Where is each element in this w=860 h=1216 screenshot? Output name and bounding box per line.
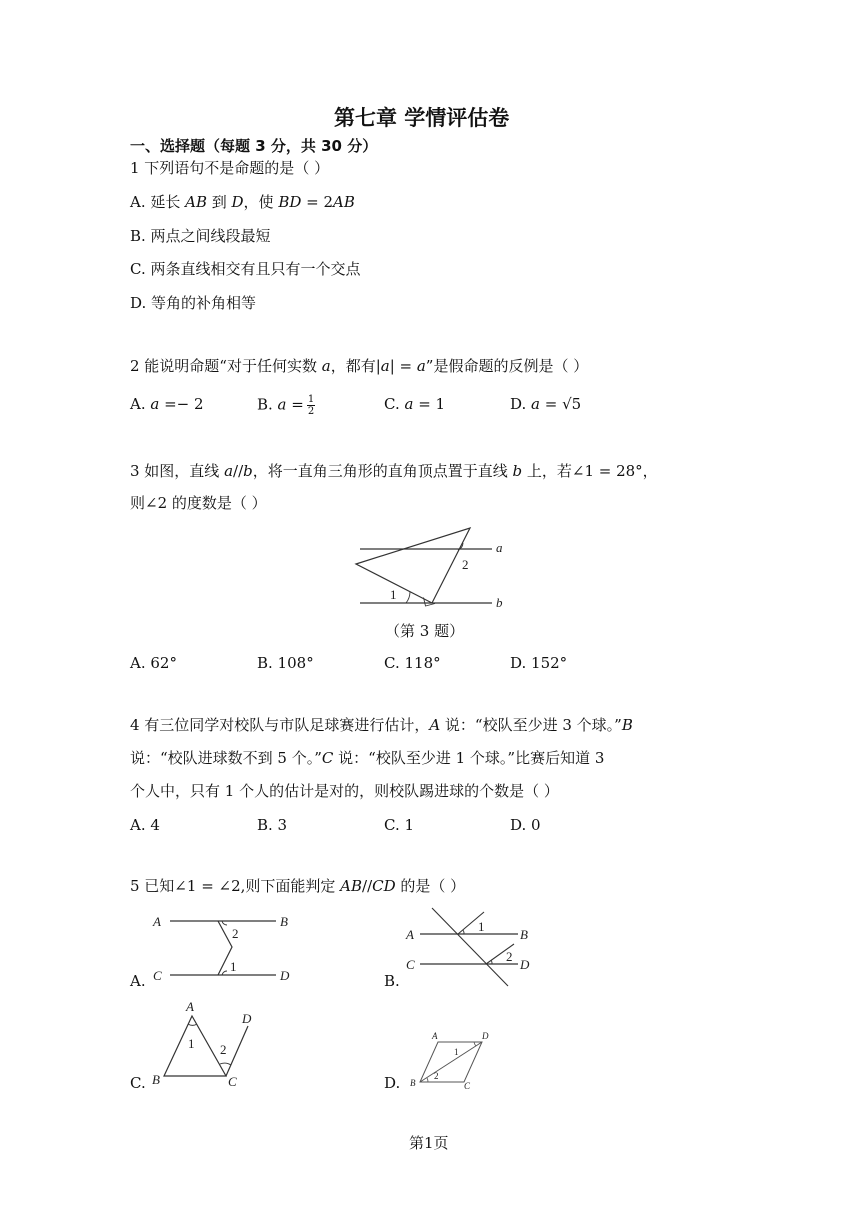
q3-option-c: C. 118° — [384, 654, 441, 672]
q4-option-a: A. 4 — [130, 816, 160, 834]
q4-option-b: B. 3 — [257, 816, 288, 834]
q3-figure — [340, 520, 520, 612]
label-1: 1 — [478, 919, 485, 934]
q2-option-d: D. 𝑎 = √5 — [510, 395, 582, 413]
q5-figure-a — [148, 908, 308, 988]
q3-stem-line2: 则∠2 的度数是（ ） — [130, 494, 267, 512]
label-B: B — [410, 1078, 416, 1088]
q5-figure-c — [148, 996, 268, 1090]
label-a: a — [496, 540, 503, 555]
label-C: C — [464, 1081, 471, 1091]
label-angle-2: 2 — [462, 557, 469, 572]
q3-option-d: D. 152° — [510, 654, 568, 672]
label-C: C — [406, 957, 415, 972]
q4-option-d: D. 0 — [510, 816, 541, 834]
q2-option-a: A. 𝑎 =− 2 — [130, 395, 204, 413]
q5-figure-d — [404, 1028, 504, 1090]
page-title: 第七章 学情评估卷 — [334, 106, 510, 130]
q3-option-a: A. 62° — [130, 654, 177, 672]
q4-stem-line1: 4 有三位同学对校队与市队足球赛进行估计，𝐴 说：“校队至少进 3 个球。”𝐵 — [130, 716, 633, 734]
right-triangle — [356, 528, 470, 603]
q1-option-a: A. 延长 𝐴𝐵 到 𝐷，使 𝐵𝐷 = 2𝐴𝐵 — [130, 193, 355, 211]
label-D: D — [520, 957, 530, 972]
label-A: A — [153, 914, 161, 929]
label-1: 1 — [454, 1047, 459, 1057]
angle-2-arc — [220, 1063, 231, 1065]
label-angle-1: 1 — [390, 587, 397, 602]
q5-option-b: B. — [384, 972, 400, 990]
label-1: 1 — [188, 1036, 195, 1051]
label-A: A — [186, 999, 194, 1014]
section-heading: 一、选择题（每题 3 分，共 30 分） — [130, 137, 378, 155]
q4-stem-line3: 个人中，只有 1 个人的估计是对的，则校队踢进球的个数是（ ） — [130, 782, 559, 800]
angle-1-arc — [474, 1042, 476, 1046]
q5-option-d: D. — [384, 1074, 401, 1092]
angle-1-arc — [406, 592, 410, 603]
q1-option-b: B. 两点之间线段最短 — [130, 227, 271, 245]
angle-1-arc — [222, 971, 227, 975]
label-b: b — [496, 595, 503, 610]
q1-stem: 1 下列语句不是命题的是（ ） — [130, 159, 330, 177]
label-C: C — [228, 1074, 237, 1089]
q5-option-c: C. — [130, 1074, 146, 1092]
angle-2-arc — [222, 921, 227, 925]
label-2: 2 — [220, 1042, 227, 1057]
q4-stem-line2: 说：“校队进球数不到 5 个。”𝐶 说：“校队至少进 1 个球。”比赛后知道 3 — [130, 749, 605, 767]
q4-option-c: C. 1 — [384, 816, 415, 834]
q5-figure-b — [402, 904, 552, 990]
ray-cd — [226, 1026, 248, 1076]
label-B: B — [280, 914, 288, 929]
q2-stem: 2 能说明命题“对于任何实数 𝑎，都有|𝑎| = 𝑎”是假命题的反例是（ ） — [130, 357, 589, 375]
q1-option-d: D. 等角的补角相等 — [130, 294, 257, 312]
angle-2-arc — [427, 1078, 428, 1082]
q5-option-a: A. — [130, 972, 146, 990]
fraction-denominator: 2 — [307, 406, 315, 417]
label-B: B — [520, 927, 528, 942]
label-A: A — [406, 927, 414, 942]
label-C: C — [153, 968, 162, 983]
label-2: 2 — [434, 1071, 439, 1081]
label-D: D — [242, 1011, 252, 1026]
fraction-numerator: 1 — [307, 394, 315, 405]
page-footer: 第1页 — [409, 1134, 449, 1152]
angle-1-arc — [188, 1024, 197, 1025]
label-2: 2 — [232, 926, 239, 941]
q5-stem: 5 已知∠1 = ∠2,则下面能判定 𝐴𝐵//𝐶𝐷 的是（ ） — [130, 877, 466, 895]
fraction — [307, 394, 315, 417]
q1-option-c: C. 两条直线相交有且只有一个交点 — [130, 260, 361, 278]
q2-option-b — [257, 394, 315, 417]
q3-caption: （第 3 题） — [385, 622, 465, 640]
q2-option-b-prefix: B. 𝑎 = — [257, 395, 304, 414]
label-A: A — [432, 1031, 438, 1041]
q2-option-c: C. 𝑎 = 1 — [384, 395, 446, 413]
label-2: 2 — [506, 949, 513, 964]
label-D: D — [482, 1031, 489, 1041]
q3-stem-line1: 3 如图，直线 𝑎//𝑏，将一直角三角形的直角顶点置于直线 𝑏 上，若∠1 = 28°， — [130, 462, 658, 480]
transversal-1 — [432, 908, 508, 986]
label-B: B — [152, 1072, 160, 1087]
q3-option-b: B. 108° — [257, 654, 314, 672]
label-1: 1 — [230, 959, 237, 974]
label-D: D — [280, 968, 290, 983]
